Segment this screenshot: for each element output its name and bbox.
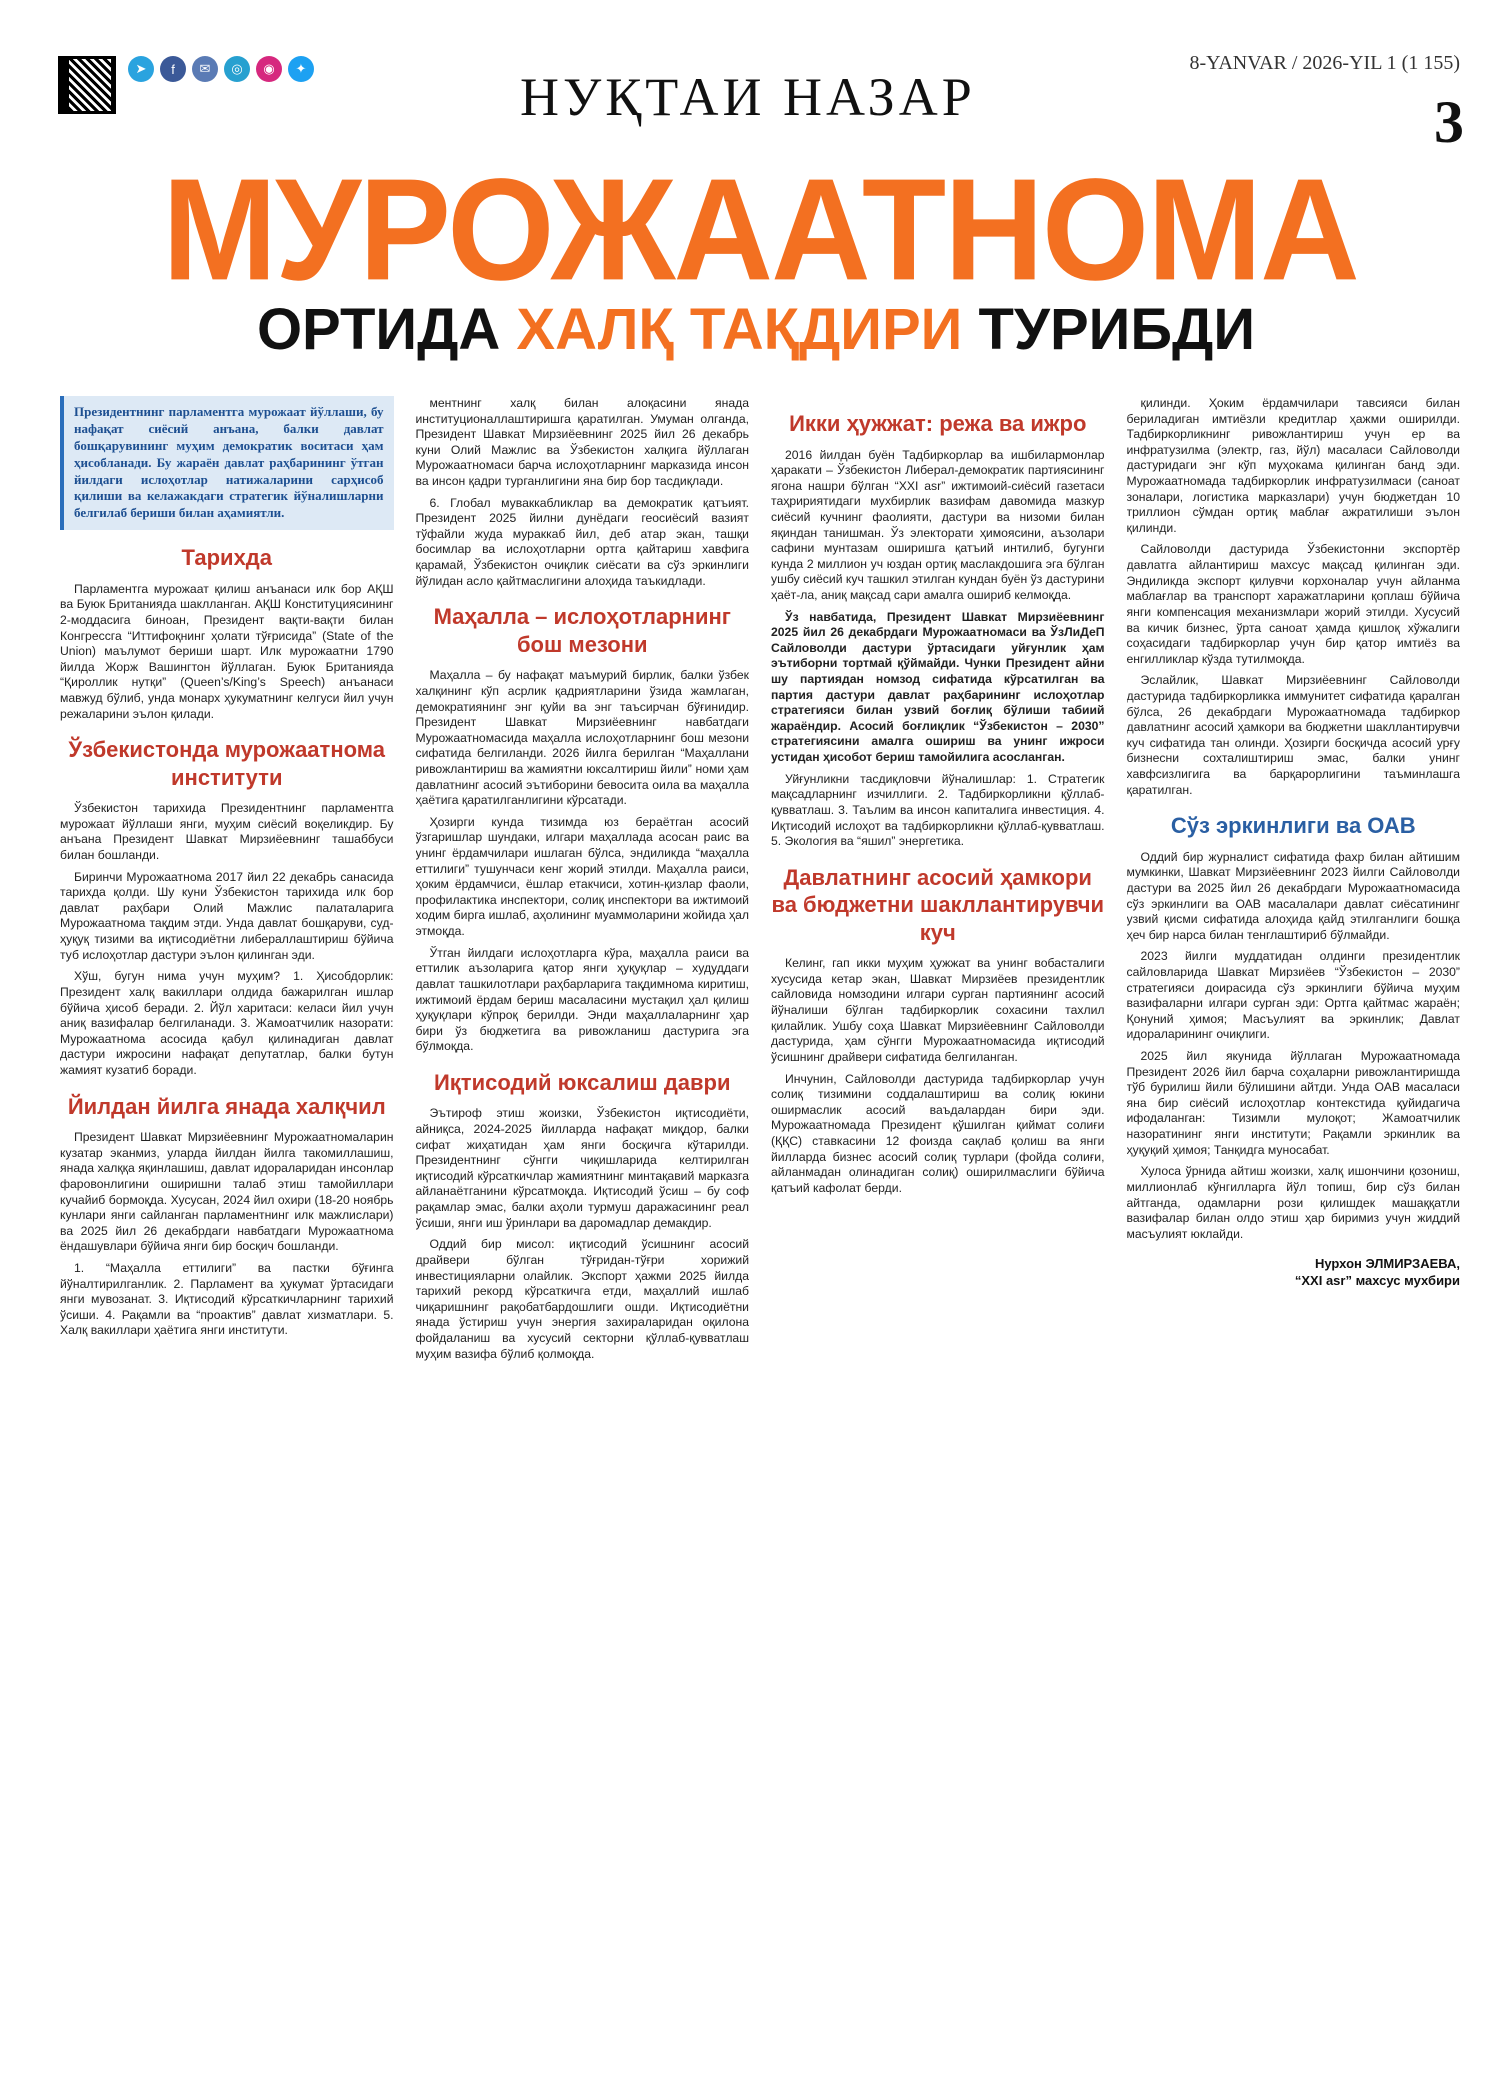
subhead-ikki-hujjat: Икки ҳужжат: режа ва ижро [789, 411, 1087, 436]
lead-callout: Президентнинг парламентга мурожаат йўллаши, бу нафақат сиёсий анъана, балки давлат бошқарувининг муҳим демократик воситаси ҳам ҳисобланади. Бу жараён давлат раҳбарининг ўтган йилдаги ислоҳотлар натижаларини сарҳисоб қилиши ва келажакдаги стратегик йўналишларни белгилаб бериши билан аҳамиятли. [60, 396, 394, 530]
social-links [128, 56, 314, 82]
column-4 [1127, 396, 1461, 2036]
twitter-icon[interactable]: ✦ [288, 56, 314, 82]
paragraph: қилинди. Ҳоким ёрдамчилари тавсияси билан бериладиган имтиёзли кредитлар ҳажми оширилди. Тадбиркорликнинг ривожлантириш учун ер ва инфратузилма (электр, газ, йўл) масаласи Сайловолди дастуридаги энг кўп муҳокама қилинган банд эди. Мурожаатномада тадбиркорлик инфратузилмаси (саноат зоналари, логистика марказлари) учун бюджетдан 10 триллион сўмдан ортиқ маблағ ажратилиши эълон қилинди. [1126, 396, 1460, 535]
subhead-yildan-yilga: Йилдан йилга янада халқчил [67, 1093, 386, 1119]
paragraph: 2016 йилдан буён Тадбиркорлар ва ишбилармонлар ҳаракати – Ўзбекистон Либерал-демократик партиясининг ягона нашри бўлган “XXI asr” ижтимоий-сиёсий газетаси таҳририятидаги мухбирлик вазифам давомида мазкур сиёсий кучнинг фаолияти, дастури ва низоми билан яқиндан танишман. Ўз электорати ҳимоясини, аъзолари сафини мунтазам оширишга қатъий интилиб, бугунги кунда 2 миллион уч юздан ортиқ маслакдошига эга бўлган ушбу сиёсий куч ташкил этилган кундан буён ўз дастурини ҳаёт-ла, аниқ мақсад сари амалга ошириб келмоқда. [771, 447, 1105, 602]
headline-sub [0, 295, 1512, 365]
paragraph: 6. Глобал муваккабликлар ва демократик қатъият. Президент 2025 йилни дунёдаги геосиёсий вазият тўфайли жуда мураккаб йил, деб атар экан, ташқи босимлар ва ислоҳотларни ортга қайтариш хавфига қарамай, Ўзбекистон очиқлик сиёсати ва сўз эркинлиги йўлидан асло қайтмаслигини алоҳида таъкидлади. [415, 495, 749, 588]
paragraph: Ўтган йилдаги ислоҳотларга кўра, маҳалла раиси ва еттилик аъзоларига қатор янги ҳуқуқлар – худуддаги давлат ташкилотлари раҳбарларига тақдимнома киритиш, ижтимоий ёрдам бериш масаласини мустақил ҳал қилиш ҳуқуқлари кўпроқ берилди. Энди маҳаллаларнинг ҳар бири ўз бюджетига ва ривожланиш дастурига эга бўлмоқда. [415, 945, 749, 1054]
headline-sub-part2: ХАЛҚ ТАҚДИРИ [516, 297, 963, 362]
column-3 [771, 396, 1105, 2036]
author-role: “XXI asr” махсус мухбири [1294, 1272, 1460, 1288]
paragraph: Сайловолди дастурида Ўзбекистонни экспортёр давлатга айлантириш махсус мақсад қилинган эди. Эндиликда экспорт қилувчи корхоналар учун айланма маблағлар ва транспорт харажатларини қоплаш бўйича янги компенсация механизмлари жорий этилди. Хусусий ва кичик бизнес, ўрта саноат ҳамда қишлоқ хўжалиги соҳасидаги тадбиркорлар учун бир қатор имтиёз ва енгилликлар кўзда тутилмоқда. [1126, 542, 1460, 666]
paragraph: Инчунин, Сайловолди дастурида тадбиркорлар учун солиқ тизимини соддалаштириш ва солиқ юкини оширмаслик асосий ваъдалардан бири эди. Мурожаатномада Президент қўшилган қиймат солиғи (ҚҚС) ставкасини 12 фоизда сақлаб қолиш ва янги йилларда бизнес асосий солиқ турлари (фойда солиғи, айланмадан олинадиган солиқ) оширилмаслиги бўйича қатъий кафолат берди. [771, 1071, 1105, 1195]
subhead-davlat: Давлатнинг асосий ҳамкори ва бюджетни шакллантирувчи куч [771, 864, 1105, 945]
author-signature [1127, 1256, 1461, 1289]
paragraph: Эътироф этиш жоизки, Ўзбекистон иқтисодиёти, айниқса, 2024-2025 йилларда нафақат миқдор, балки сифат жиҳатидан ҳам янги босқичга кўтарилди. Президентнинг сўнгги чиқишларида келтирилган иқтисодий кўрсаткичлар жамиятнинг минтақавий марказга айланаётганини кўрсатмоқда. Иқтисодий ўсиш – бу соф рақамлар эмас, балки аҳоли турмуш даражасининг реал ўсиши, янги иш ўринлари ва даромадлар демакдир. [415, 1106, 749, 1230]
facebook-icon[interactable]: f [160, 56, 186, 82]
instagram-icon[interactable]: ◉ [256, 56, 282, 82]
web-icon[interactable]: ◎ [224, 56, 250, 82]
page-number: 3 [1434, 89, 1464, 155]
paragraph: Оддий бир журналист сифатида фахр билан айтишим мумкинки, Шавкат Мирзиёевнинг 2023 йилги Сайловолди дастури ва 2025 йил 26 декабрдаги Мурожаатномасида сўз эркинлиги ва ОАВ масалалари давлат сиёсатининг узвий қисми сифатида алоҳида қайд этилганлиги бошқа ҳеч бир нарса билан тенглаштириб бўлмайди. [1126, 849, 1460, 942]
section-name: НУҚТАИ НАЗАР [520, 67, 976, 127]
paragraph: 1. “Маҳалла еттилиги” ва пастки бўғинга йўналтирилганлик. 2. Парламент ва ҳукумат ўртасидаги янги мувозанат. 3. Иқтисодий кўрсаткичларнинг тарихий ўсиши. 4. Рақамли ва “проактив” давлат хизматлари. 5. Халқ вакиллари ҳаётига янги институти. [60, 1260, 394, 1338]
subhead-tarixda: Тарихда [181, 545, 273, 571]
headline-main: МУРОЖААТНОМА [162, 149, 1358, 311]
column-2 [416, 396, 750, 2036]
paragraph: 2025 йил якунида йўллаган Мурожаатномада Президент 2026 йил барча соҳаларни ривожлантиришда тўб бурилиш йили бўлишини айтди. Унда ОАВ масаласи яна бир сиёсий ислоҳотлар контекстида қуйидагича ифодаланган: Тизимли мулоқот; Жамоатчилик назоратининг янги институти; Рақамли эркинлик ва ҳуқуқий ҳимоя; Танқидга муносабат. [1126, 1049, 1460, 1157]
paragraph: Хулоса ўрнида айтиш жоизки, халқ ишончини қозониш, миллионлаб кўнгилларга йўл топиш, бир сўз билан айтганда, одамларни рози қилишдек машаққатли вазифалар билан олдо этиш ҳар биримиз учун жиддий масъулият юклайди. [1126, 1164, 1460, 1241]
column-1 [60, 396, 394, 2036]
paragraph: Парламентга мурожаат қилиш анъанаси илк бор АҚШ ва Буюк Британияда шаклланган. АҚШ Конституциясининг 2-моддасига биноан, Президент вақти-вақти билан Конгрессга “Иттифоқнинг ҳолати тўғрисида” (State of the Union) маълумот бериши шарт. Илк мурожаатни 1790 йилда Жорж Вашингтон йўллаган. Буюк Британияда “Қироллик нутқи” (Queen’s/King’s Speech) анъанаси мавжуд бўлиб, унда монарх ҳукуматнинг келгуси йил учун режаларини эълон қилади. [60, 581, 394, 721]
paragraph: Президент Шавкат Мирзиёевнинг Мурожаатномаларин кузатар эканмиз, уларда йилдан йилга такомиллашиш, янада халққа яқинлашиш, давлат идораларидан инсонлар фаровонлигини оширишни талаб этиш тамойиллари кучайиб бормоқда. Хусусан, 2024 йил охири (18-20 ноябрь кунлари янги сайланган парламентнинг илк мажлислари) ва 2025 йил 26 декабрдаги навбатдаги Мурожаатнома ёндашувлари бўйича янги бир босқич бошланди. [60, 1130, 394, 1254]
article-columns [60, 396, 1460, 2036]
headline-sub-part1: ОРТИДА [256, 297, 501, 362]
paragraph: Ҳозирги кунда тизимда юз бераётган асосий ўзгаришлар шундаки, илгари маҳаллада асосан раис ва унинг ёрдамчилари ишлаган бўлса, эндиликда “маҳалла еттилиги” тушунчаси кенг жорий этилди. Маҳалла раиси, ҳоким ёрдамчиси, ёшлар етакчиси, хотин-қизлар фаоли, профилактика инспектори, солиқ инспектори ва ижтимоий ходим бирга ишлаб, аҳолининг муаммоларини жойида ҳал этмоқда. [415, 814, 749, 939]
author-name: Нурхон ЭЛМИРЗАЕВА, [1314, 1256, 1460, 1272]
paragraph: Оддий бир мисол: иқтисодий ўсишнинг асосий драйвери бўлган тўғридан-тўғри хорижий инвестицияларни олайлик. Экспорт ҳажми 2025 йилда тарихий рекорд кўрсаткичга етди, маҳаллий ишлаб чиқаришнинг рақобатбардошлиги ошди. Иқтисодиётни янада ўстириш учун энергия захираларидан оқилона фойдаланиш ва хусусий секторни қўллаб-қувватлаш муҳим вазифа бўлиб қолмоқда. [415, 1237, 749, 1361]
paragraph: Хўш, бугун нима учун муҳим? 1. Ҳисобдорлик: Президент халқ вакиллари олдида бажарилган ишлар бўйича ҳисоб беради. 2. Йўл харитаси: келаси йил учун аниқ вазифалар белгиланади. 3. Жамоатчилик назорати: Мурожаатнома асосида қабул қилинадиган давлат дастури ижросини нафақат депутатлар, балки бутун жамият кузатиб боради. [60, 969, 394, 1077]
paragraph: Ўз навбатида, Президент Шавкат Мирзиёевнинг 2025 йил 26 декабрдаги Мурожаатномаси ва ЎзЛиДеП Сайловолди дастури ўртасидаги уйғунлик ҳам эътиборни тортмай қўймайди. Чунки Президент айни шу партиядан номзод сифатида кўрсатилган ва партия дастури давлат раҳбарининг ислоҳотлар стратегияси билан узвий боғлиқ бўлиши табиий жараёндир. Асосий боғлиқлик “Ўзбекистон – 2030” стратегиясини амалга ошириш ва унинг ижроси устидан ҳисобот бериш тамойилига асосланган. [771, 609, 1105, 765]
paragraph: Ўзбекистон тарихида Президентнинг парламентга мурожаат йўллаши янги, муҳим сиёсий воқеликдир. Бу анъана Президент Шавкат Мирзиёевнинг ташаббуси билан бошланди. [60, 801, 394, 863]
paragraph: Уйғунликни тасдиқловчи йўналишлар: 1. Стратегик мақсадларнинг изчиллиги. 2. Тадбиркорликни қўллаб-қувватлаш. 3. Таълим ва инсон капиталига инвестиция. 4. Иқтисодий ислоҳот ва тадбиркорликни қўллаб-қувватлаш. 5. Экология ва “яшил” энергетика. [771, 771, 1105, 849]
paragraph: Келинг, гап икки муҳим ҳужжат ва унинг вобасталиги хусусида кетар экан, Шавкат Мирзиёев президентлик сайловида номзодини илгари сурган партиянинг асосий йўналиши бўлган тадбиркорлик сохасини тахлил қилайлик. Ушбу соҳа Шавкат Мирзиёевнинг Сайловолди дастурида, ҳам сўнгги Мурожаатномасида иқтисодий ўсишнинг драйвери сифатида белгиланган. [771, 956, 1105, 1064]
telegram-icon[interactable]: ➤ [128, 56, 154, 82]
subhead-mahalla: Маҳалла – ислоҳотларнинг бош мезони [433, 604, 731, 657]
page-header [0, 0, 1512, 155]
dateline: 8-YANVAR / 2026-YIL 1 (1 155) [1189, 52, 1460, 74]
qr-code-icon[interactable] [58, 56, 116, 114]
paragraph: 2023 йилги муддатидан олдинги президентлик сайловларида Шавкат Мирзиёев “Ўзбекистон – 2030” стратегияси доирасида сўз эркинлиги бўйича муҳим вазифаларни илгари сурган эди: Ортга қайтмас жараён; Қонуний ҳимоя; Масъулият ва эркинлик; Давлат идораларининг очиқлиги. [1126, 949, 1460, 1042]
subhead-soz-erkinligi: Сўз эркинлиги ва ОАВ [1170, 813, 1416, 839]
paragraph: Маҳалла – бу нафақат маъмурий бирлик, балки ўзбек халқининг кўп асрлик қадриятларини ўзида жамлаган, демократиянинг энг қуйи ва энг таъсирчан бўғинидир. Президент Шавкат Мирзиёевнинг навбатдаги Мурожаатномасида маҳалла ислоҳотларнинг бош мезони сифатида белгиланди. 2026 йилга берилган “Маҳаллани ривожлантириш ва жамиятни юксалтириш йили” номи ҳам давлатнинг асосий эътиборини бевосита оила ва маҳалла ҳаётига қаратилганлигини кўрсатади. [415, 668, 749, 808]
subhead-uzbekistonda: Ўзбекистонда мурожаатнома институти [68, 737, 385, 790]
paragraph: ментнинг халқ билан алоқасини янада институционаллаштиришга қаратилган. Умуман олганда, Президент Шавкат Мирзиёевнинг 2025 йил 26 декабрь куни Олий Мажлис ва Ўзбекистон халқига йўллаган Мурожаатномаси барча ислоҳотларнинг марказида инсон ва инсон қадри турганлигини яна бир бор тасдиқлади. [415, 396, 749, 489]
subhead-iqtisodiy: Иқтисодий юксалиш даври [433, 1069, 731, 1095]
paragraph: Эслайлик, Шавкат Мирзиёевнинг Сайловолди дастурида тадбиркорликка иммунитет сифатида қаралган бўлса, 26 декабрдаги Мурожаатномада тадбиркор давлатнинг асосий ҳамкори ва бюджетни шакллантирувчи куч сифатида тан олинди. Ҳозирги босқичда асосий урғу бизнесни сохталиштириш эмас, балки унинг хавфсизлигига ва барқарорлигини таъминлашга қаратилган. [1126, 673, 1460, 797]
paragraph: Биринчи Мурожаатнома 2017 йил 22 декабрь санасида тарихда қолди. Шу куни Ўзбекистон тарихида илк бор давлат раҳбари Олий Мажлис палаталарига Мурожаатнома тақдим этди. Унда давлат бошқаруви, суд-ҳуқуқ тизими ва иқтисодиётни либераллаштириш бўйича туб ислоҳотлар дастури эълон қилинган эди. [60, 869, 394, 962]
mail-icon[interactable]: ✉ [192, 56, 218, 82]
headline-sub-part3: ТУРИБДИ [978, 297, 1256, 362]
